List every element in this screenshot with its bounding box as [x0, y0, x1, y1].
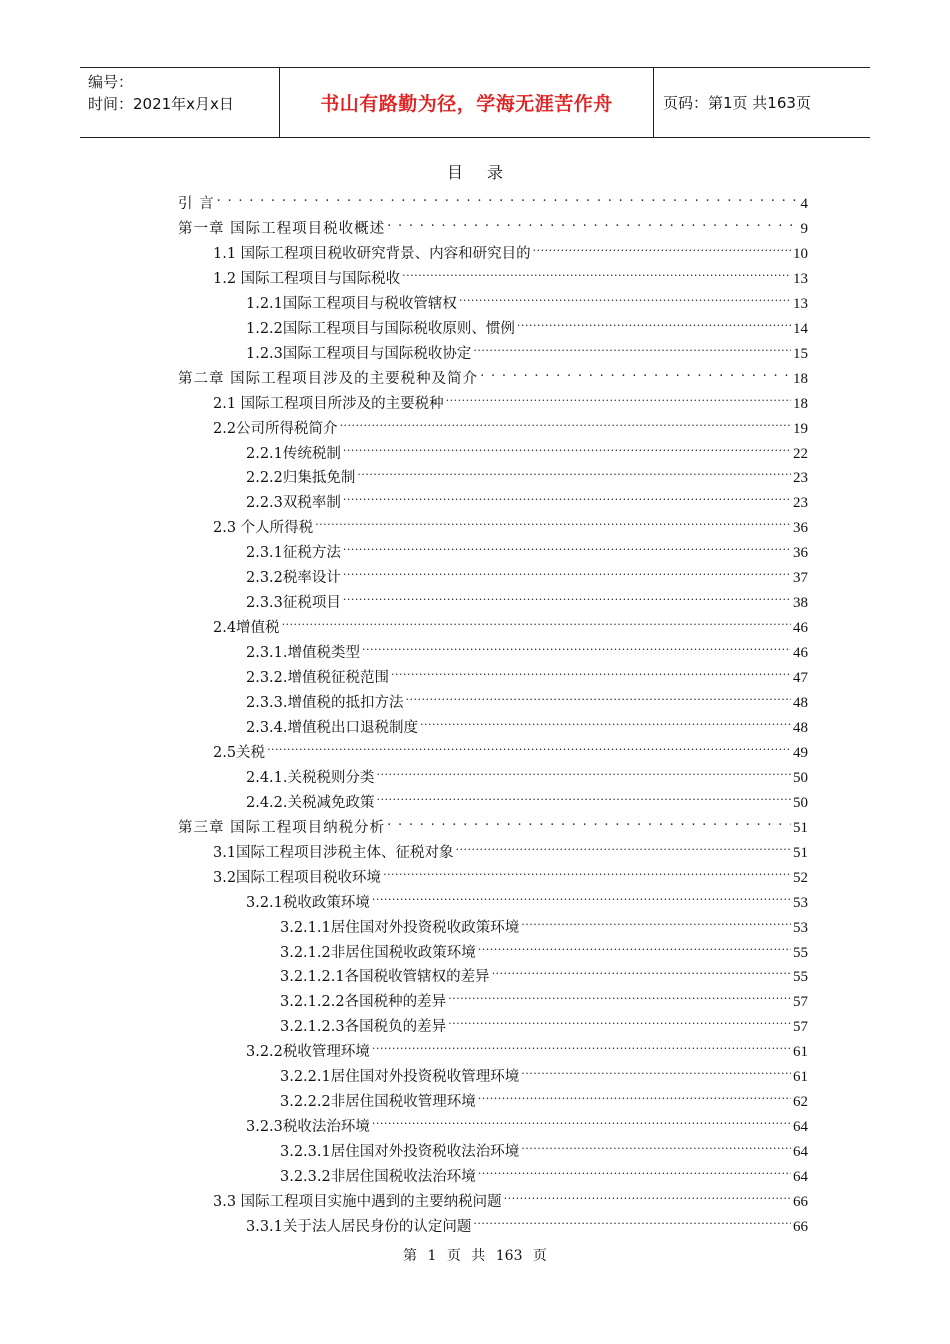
toc-dot-leader	[343, 433, 791, 458]
toc-entry-title: 第二章 国际工程项目涉及的主要税种及简介	[178, 370, 479, 387]
toc-entry-page: 18	[793, 370, 808, 387]
toc-dot-leader	[504, 1181, 791, 1206]
toc-entry-title: 3.2.2.2非居住国税收管理环境	[280, 1094, 476, 1111]
toc-entry-page: 66	[793, 1194, 808, 1210]
toc-dot-leader	[521, 1056, 791, 1081]
toc-entry[interactable]	[213, 832, 808, 861]
toc-entry-title: 2.3.3征税项目	[246, 595, 341, 612]
toc-entry[interactable]	[213, 732, 808, 761]
toc-entry[interactable]	[280, 907, 808, 936]
toc-dot-leader	[391, 657, 791, 682]
toc-entry-page: 46	[793, 645, 808, 662]
toc-entry-page: 15	[793, 345, 808, 362]
toc-entry-page: 13	[793, 295, 808, 312]
toc-entry-title: 3.2.3.1居住国对外投资税收法治环境	[280, 1144, 520, 1161]
toc-entry[interactable]	[213, 857, 808, 886]
toc-dot-leader	[521, 907, 791, 932]
toc-entry-title: 2.2.2归集抵免制	[246, 470, 356, 487]
toc-entry-title: 2.4增值税	[213, 620, 280, 637]
toc-dot-leader	[406, 682, 791, 707]
toc-entry[interactable]	[280, 932, 808, 961]
toc-dot-leader	[459, 283, 791, 308]
toc-entry-title: 1.2.3国际工程项目与国际税收协定	[246, 345, 472, 362]
toc-entry-page: 57	[793, 1019, 808, 1036]
toc-entry-page: 64	[793, 1169, 808, 1186]
toc-entry[interactable]	[178, 183, 808, 212]
toc-entry-title: 3.2.2税收管理环境	[246, 1044, 370, 1061]
toc-entry[interactable]	[246, 707, 808, 736]
toc-dot-leader	[343, 532, 791, 557]
toc-entry-title: 第一章 国际工程项目税收概述	[178, 220, 386, 237]
toc-entry-page: 51	[793, 844, 808, 861]
toc-entry-title: 2.3.1征税方法	[246, 545, 341, 562]
toc-dot-leader	[517, 308, 791, 333]
toc-entry[interactable]	[280, 1131, 808, 1161]
toc-entry-page: 23	[793, 470, 808, 487]
toc-entry[interactable]	[246, 482, 808, 512]
toc-entry-page: 13	[793, 270, 808, 287]
toc-entry-title: 2.3.1.增值税类型	[246, 645, 361, 662]
toc-entry[interactable]	[246, 657, 808, 687]
toc-entry[interactable]	[246, 757, 808, 786]
toc-dot-leader	[377, 757, 791, 782]
toc-entry-page: 53	[793, 894, 808, 911]
toc-entry-title: 2.1 国际工程项目所涉及的主要税种	[213, 395, 444, 412]
toc-entry[interactable]	[246, 557, 808, 587]
toc-dot-leader	[267, 732, 791, 757]
toc-entry[interactable]	[213, 383, 808, 412]
toc-entry[interactable]	[213, 408, 808, 437]
toc-dot-leader	[521, 1131, 791, 1156]
document-header	[80, 67, 870, 138]
toc-dot-leader	[387, 208, 798, 233]
toc-entry[interactable]	[246, 632, 808, 662]
toc-entry-page: 37	[793, 570, 808, 587]
toc-dot-leader	[372, 1031, 791, 1056]
toc-entry-title: 3.1国际工程项目涉税主体、征税对象	[213, 844, 454, 861]
toc-entry-title: 2.4.1.关税税则分类	[246, 769, 375, 786]
toc-entry[interactable]	[246, 308, 808, 337]
toc-dot-leader	[377, 782, 791, 807]
toc-entry[interactable]	[213, 1181, 808, 1210]
toc-entry-title: 3.2.2.1居住国对外投资税收管理环境	[280, 1069, 520, 1086]
toc-entry-title: 3.2.1.2非居住国税收政策环境	[280, 944, 476, 961]
toc-dot-leader	[387, 807, 791, 832]
toc-entry-title: 1.1 国际工程项目税收研究背景、内容和研究目的	[213, 245, 531, 262]
toc-entry[interactable]	[178, 358, 808, 387]
toc-entry-page: 55	[793, 944, 808, 961]
toc-entry-title: 3.2.1.2.3各国税负的差异	[280, 1019, 447, 1036]
toc-entry-title: 1.2.1国际工程项目与税收管辖权	[246, 295, 457, 312]
toc-entry-page: 53	[793, 919, 808, 936]
toc-entry-page: 50	[793, 794, 808, 811]
toc-dot-leader	[478, 932, 791, 957]
toc-entry-title: 3.2.1.2.2各国税种的差异	[280, 994, 447, 1011]
toc-entry-page: 57	[793, 994, 808, 1011]
toc-entry-page: 36	[793, 545, 808, 562]
toc-entry-page: 48	[793, 695, 808, 711]
toc-entry-title: 3.2.1.1居住国对外投资税收政策环境	[280, 919, 520, 936]
toc-entry-page: 18	[793, 395, 808, 412]
toc-dot-leader	[315, 507, 791, 532]
header-motto-cell	[280, 68, 654, 137]
toc-entry-title: 2.4.2.关税减免政策	[246, 794, 375, 811]
toc-entry[interactable]	[280, 1056, 808, 1086]
toc-entry[interactable]	[213, 507, 808, 537]
header-page-cell	[654, 68, 870, 137]
toc-entry-page: 22	[793, 445, 808, 462]
toc-dot-leader	[340, 408, 791, 433]
toc-entry-title: 2.2.1传统税制	[246, 445, 341, 462]
toc-entry[interactable]	[246, 582, 808, 612]
toc-entry-title: 2.3.2.增值税征税范围	[246, 670, 390, 687]
toc-entry[interactable]	[246, 433, 808, 462]
toc-entry[interactable]	[213, 258, 808, 287]
toc-entry[interactable]	[213, 233, 808, 262]
header-page-info: 页码：第1页 共163页	[663, 94, 811, 112]
toc-entry-page: 50	[793, 769, 808, 786]
toc-entry-page: 19	[793, 420, 808, 437]
toc-entry[interactable]	[178, 807, 808, 836]
toc-entry-page: 52	[793, 869, 808, 886]
toc-entry-title: 3.2.3.2非居住国税收法治环境	[280, 1169, 476, 1186]
toc-entry-page: 23	[793, 495, 808, 512]
toc-entry-page: 9	[800, 220, 808, 237]
toc-entry-page: 48	[793, 719, 808, 736]
toc-dot-leader	[533, 233, 791, 258]
toc-entry-title: 2.2公司所得税简介	[213, 420, 338, 437]
toc-entry-title: 1.2.2国际工程项目与国际税收原则、惯例	[246, 320, 515, 337]
toc-dot-leader	[357, 457, 791, 482]
toc-entry[interactable]	[246, 882, 808, 911]
toc-entry-title: 2.3.2税率设计	[246, 570, 341, 587]
toc-entry-page: 14	[793, 320, 808, 337]
toc-entry-title: 3.3 国际工程项目实施中遇到的主要纳税问题	[213, 1194, 502, 1210]
toc-entry-title: 1.2 国际工程项目与国际税收	[213, 270, 401, 287]
toc-dot-leader	[383, 857, 791, 882]
toc-entry-page: 66	[793, 1218, 808, 1235]
toc-entry-page: 46	[793, 620, 808, 637]
toc-entry-title: 3.2国际工程项目税收环境	[213, 869, 382, 886]
toc-entry-title: 2.3.3.增值税的抵扣方法	[246, 695, 404, 711]
toc-entry-title: 3.2.1.2.1各国税收管辖权的差异	[280, 969, 490, 986]
toc-dot-leader	[402, 258, 791, 283]
toc-entry[interactable]	[280, 956, 808, 986]
toc-entry-page: 61	[793, 1069, 808, 1086]
toc-dot-leader	[420, 707, 791, 732]
toc-dot-leader	[473, 1206, 791, 1231]
toc-entry[interactable]	[246, 782, 808, 811]
toc-dot-leader	[492, 956, 791, 981]
toc-entry[interactable]	[280, 981, 808, 1011]
toc-entry[interactable]	[280, 1081, 808, 1111]
toc-entry-title: 3.2.3税收法治环境	[246, 1119, 370, 1136]
toc-entry[interactable]	[178, 208, 808, 237]
toc-entry-page: 49	[793, 744, 808, 761]
toc-entry-page: 10	[793, 245, 808, 262]
toc-entry-title: 2.3.4.增值税出口退税制度	[246, 719, 419, 736]
toc-dot-leader	[343, 482, 791, 507]
toc-title: 目录	[446, 163, 527, 182]
toc-entry-page: 4	[800, 196, 808, 212]
toc-entry-page: 61	[793, 1044, 808, 1061]
toc-entry-title: 2.3 个人所得税	[213, 520, 314, 537]
toc-dot-leader	[448, 1006, 791, 1031]
toc-entry-page: 55	[793, 969, 808, 986]
toc-dot-leader	[372, 1106, 791, 1131]
toc-dot-leader	[372, 882, 791, 907]
toc-entry-title: 引 言	[178, 196, 215, 212]
toc-entry-page: 64	[793, 1144, 808, 1161]
toc-entry[interactable]	[246, 333, 808, 362]
toc-entry-title: 3.2.1税收政策环境	[246, 894, 370, 911]
toc-entry-page: 38	[793, 595, 808, 612]
page-footer: 第 1 页 共 163 页	[403, 1248, 547, 1264]
header-left-cell	[80, 68, 280, 137]
toc-entry-page: 64	[793, 1119, 808, 1136]
toc-dot-leader	[343, 582, 791, 607]
toc-dot-leader	[473, 333, 791, 358]
toc-entry[interactable]	[246, 283, 808, 312]
toc-entry[interactable]	[280, 1006, 808, 1036]
number-label: 编号：	[88, 73, 134, 91]
toc-dot-leader	[362, 632, 791, 657]
toc-dot-leader	[478, 1156, 791, 1181]
time-label: 时间：2021年x月x日	[88, 95, 234, 113]
motto-text: 书山有路勤为径，学海无涯苦作舟	[320, 93, 613, 115]
toc-entry[interactable]	[246, 457, 808, 487]
toc-entry[interactable]	[246, 1206, 808, 1235]
toc-entry-title: 3.3.1关于法人居民身份的认定问题	[246, 1218, 472, 1235]
toc-entry-page: 36	[793, 520, 808, 537]
toc-entry-page: 51	[793, 819, 808, 836]
toc-dot-leader	[217, 183, 799, 208]
toc-entry-title: 2.2.3双税率制	[246, 495, 341, 512]
toc-entry[interactable]	[213, 607, 808, 637]
toc-dot-leader	[456, 832, 791, 857]
toc-dot-leader	[448, 981, 791, 1006]
toc-entry[interactable]	[280, 1156, 808, 1186]
toc-dot-leader	[478, 1081, 791, 1106]
toc-entry[interactable]	[246, 1106, 808, 1136]
toc-dot-leader	[446, 383, 791, 408]
toc-entry[interactable]	[246, 1031, 808, 1061]
toc-entry[interactable]	[246, 682, 808, 711]
toc-entry-title: 第三章 国际工程项目纳税分析	[178, 819, 386, 836]
toc-dot-leader	[282, 607, 791, 632]
toc-dot-leader	[480, 358, 791, 383]
toc-entry-page: 47	[793, 670, 808, 687]
toc-dot-leader	[343, 557, 791, 582]
toc-entry-page: 62	[793, 1094, 808, 1111]
toc-entry-title: 2.5关税	[213, 744, 266, 761]
toc-entry[interactable]	[246, 532, 808, 562]
